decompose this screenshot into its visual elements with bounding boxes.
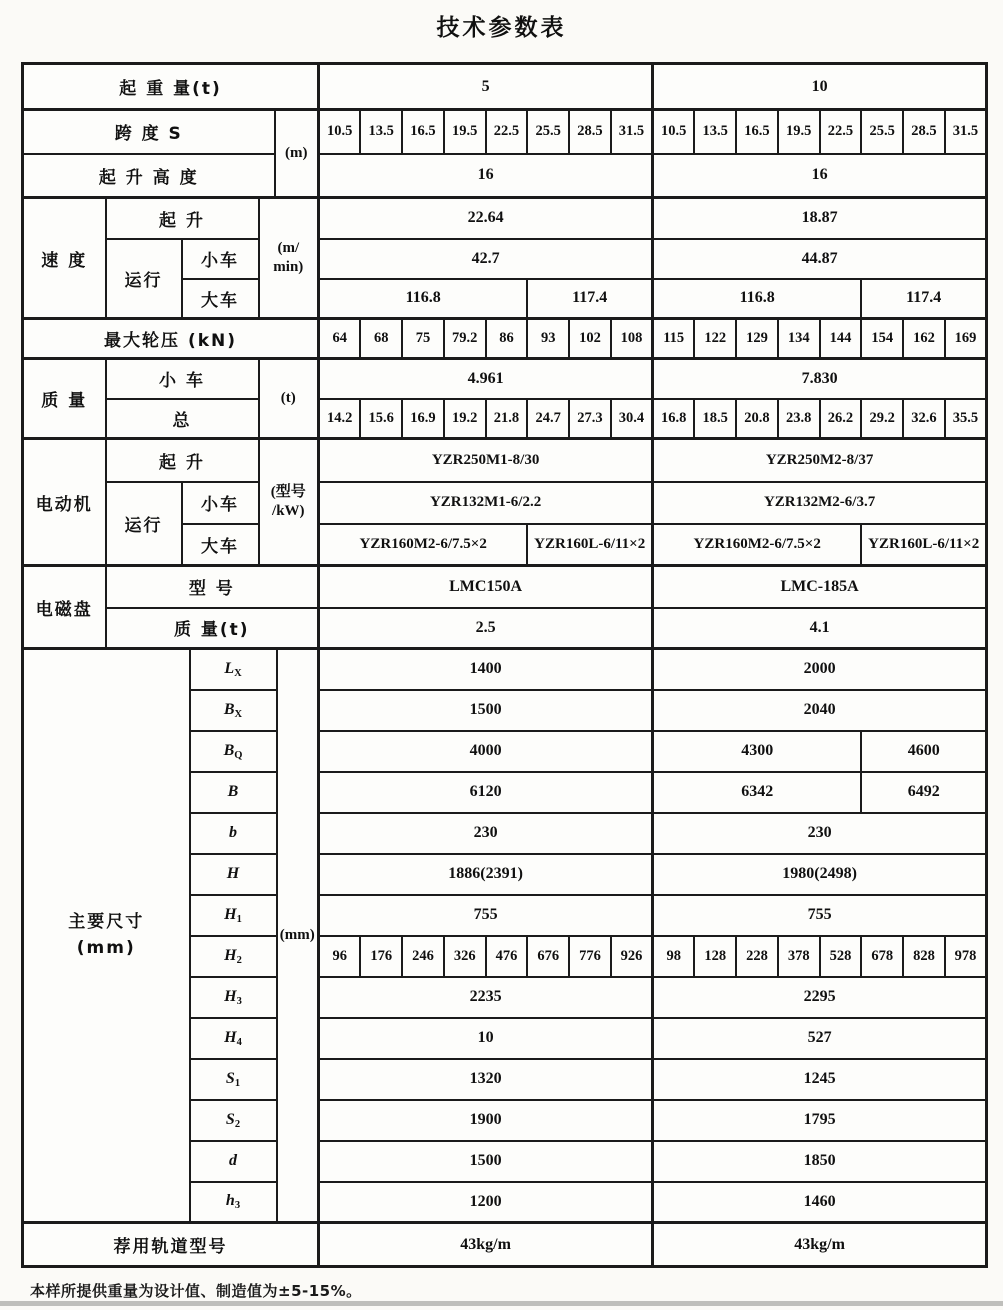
value-cell: 20.8 <box>736 399 778 439</box>
value-cell: 6120 <box>319 772 653 813</box>
row-label-mass-total: 总 <box>106 399 259 439</box>
value-cell: 4000 <box>319 731 653 772</box>
scan-edge-line <box>0 1301 1003 1306</box>
value-cell: YZR250M1-8/30 <box>319 439 653 482</box>
value-cell: 18.5 <box>694 399 736 439</box>
value-cell: 18.87 <box>653 198 987 239</box>
value-cell: 43kg/m <box>653 1223 987 1267</box>
value-cell: 134 <box>778 319 820 359</box>
value-cell: 1245 <box>653 1059 987 1100</box>
value-cell: 86 <box>486 319 528 359</box>
value-cell: 28.5 <box>903 110 945 154</box>
value-cell: 28.5 <box>569 110 611 154</box>
value-cell: LMC150A <box>319 566 653 608</box>
value-cell: 26.2 <box>820 399 862 439</box>
value-cell: 35.5 <box>945 399 987 439</box>
value-cell: 2295 <box>653 977 987 1018</box>
value-cell: 30.4 <box>611 399 653 439</box>
value-cell: 828 <box>903 936 945 977</box>
value-cell: 776 <box>569 936 611 977</box>
value-cell: 1400 <box>319 649 653 690</box>
value-cell: 42.7 <box>319 239 653 279</box>
table-row-wheel-pressure <box>23 319 987 359</box>
value-cell: LMC-185A <box>653 566 987 608</box>
value-cell: 6492 <box>861 772 986 813</box>
value-cell: 378 <box>778 936 820 977</box>
value-cell: 10 <box>653 64 987 110</box>
dim-symbol-cell: $B_X$ <box>190 690 277 731</box>
row-label-travel: 运行 <box>106 239 182 319</box>
unit-cell-mm: (mm) <box>277 649 319 1223</box>
table-row-motor-trolley <box>23 482 987 524</box>
value-cell: YZR132M1-6/2.2 <box>319 482 653 524</box>
value-cell: 19.5 <box>778 110 820 154</box>
unit-line: (型号 <box>270 484 306 501</box>
value-cell: 22.5 <box>820 110 862 154</box>
value-cell: 79.2 <box>444 319 486 359</box>
value-cell: 13.5 <box>694 110 736 154</box>
value-cell: 117.4 <box>861 279 986 319</box>
value-cell: 115 <box>653 319 695 359</box>
value-cell: 4.961 <box>319 359 653 399</box>
value-cell: 16.5 <box>736 110 778 154</box>
dim-symbol-cell: B <box>190 772 277 813</box>
value-cell: 31.5 <box>945 110 987 154</box>
value-cell: 1900 <box>319 1100 653 1141</box>
row-label-speed-hoist: 起 升 <box>106 198 259 239</box>
row-label-wheel-pressure: 最大轮压 (kN) <box>23 319 319 359</box>
value-cell: 2000 <box>653 649 987 690</box>
value-cell: 230 <box>653 813 987 854</box>
unit-line: /kW) <box>272 503 305 519</box>
table-row-dim-lx <box>23 649 987 690</box>
value-cell: 154 <box>861 319 903 359</box>
row-label-lift-height: 起 升 高 度 <box>23 154 275 198</box>
table-row-span <box>23 110 987 154</box>
value-cell: 10 <box>319 1018 653 1059</box>
value-cell: 16 <box>319 154 653 198</box>
value-cell: YZR160M2-6/7.5×2 <box>319 524 528 566</box>
row-label-crane: 大车 <box>182 279 259 319</box>
row-label-travel: 运行 <box>106 482 182 566</box>
value-cell: 476 <box>486 936 528 977</box>
value-cell: 102 <box>569 319 611 359</box>
value-cell: 16 <box>653 154 987 198</box>
value-cell: 755 <box>653 895 987 936</box>
value-cell: 1320 <box>319 1059 653 1100</box>
value-cell: 4600 <box>861 731 986 772</box>
table-row-magnet-mass <box>23 608 987 649</box>
table-row-mass-total <box>23 399 987 439</box>
value-cell: 13.5 <box>360 110 402 154</box>
value-cell: 978 <box>945 936 987 977</box>
unit-cell-m: (m) <box>275 110 319 198</box>
value-cell: 6342 <box>653 772 862 813</box>
value-cell: YZR160L-6/11×2 <box>527 524 652 566</box>
value-cell: 676 <box>527 936 569 977</box>
dim-symbol-cell: $B_Q$ <box>190 731 277 772</box>
value-cell: 326 <box>444 936 486 977</box>
group-label-speed: 速 度 <box>23 198 106 319</box>
dim-symbol-cell: $H_1$ <box>190 895 277 936</box>
dim-symbol-cell: H <box>190 854 277 895</box>
row-label-trolley: 小车 <box>182 482 259 524</box>
value-cell: 10.5 <box>319 110 361 154</box>
table-row-rail <box>23 1223 987 1267</box>
value-cell: 4300 <box>653 731 862 772</box>
row-label-trolley: 小车 <box>182 239 259 279</box>
value-cell: 1980(2498) <box>653 854 987 895</box>
table-row-mass-trolley <box>23 359 987 399</box>
value-cell: 527 <box>653 1018 987 1059</box>
value-cell: 93 <box>527 319 569 359</box>
value-cell: 128 <box>694 936 736 977</box>
unit-cell-m-min <box>259 198 319 319</box>
value-cell: 129 <box>736 319 778 359</box>
value-cell: 75 <box>402 319 444 359</box>
value-cell: 176 <box>360 936 402 977</box>
value-cell: 230 <box>319 813 653 854</box>
value-cell: 122 <box>694 319 736 359</box>
value-cell: 116.8 <box>319 279 528 319</box>
value-cell: 31.5 <box>611 110 653 154</box>
group-label-mass: 质 量 <box>23 359 106 439</box>
value-cell: 2040 <box>653 690 987 731</box>
table-row-capacity <box>23 64 987 110</box>
value-cell: 1200 <box>319 1182 653 1223</box>
value-cell: 25.5 <box>861 110 903 154</box>
value-cell: 755 <box>319 895 653 936</box>
dim-symbol-cell: $H_2$ <box>190 936 277 977</box>
value-cell: 29.2 <box>861 399 903 439</box>
footnote: 本样所提供重量为设计值、制造值为±5-15%。 <box>30 1282 362 1300</box>
value-cell: 16.5 <box>402 110 444 154</box>
dim-symbol-cell: $H_3$ <box>190 977 277 1018</box>
row-label-crane: 大车 <box>182 524 259 566</box>
value-cell: 5 <box>319 64 653 110</box>
value-cell: 1500 <box>319 690 653 731</box>
value-cell: 4.1 <box>653 608 987 649</box>
value-cell: 43kg/m <box>319 1223 653 1267</box>
value-cell: 16.8 <box>653 399 695 439</box>
table-row-motor-hoist <box>23 439 987 482</box>
value-cell: 19.5 <box>444 110 486 154</box>
value-cell: 19.2 <box>444 399 486 439</box>
dim-symbol-cell: $H_4$ <box>190 1018 277 1059</box>
group-label-dimensions <box>23 649 190 1223</box>
group-line: 主要尺寸 <box>68 912 145 932</box>
value-cell: YZR160M2-6/7.5×2 <box>653 524 862 566</box>
value-cell: 96 <box>319 936 361 977</box>
unit-line: min) <box>273 259 304 275</box>
value-cell: 14.2 <box>319 399 361 439</box>
value-cell: 7.830 <box>653 359 987 399</box>
value-cell: 98 <box>653 936 695 977</box>
table-row-speed-trolley <box>23 239 987 279</box>
value-cell: 24.7 <box>527 399 569 439</box>
value-cell: 144 <box>820 319 862 359</box>
value-cell: 678 <box>861 936 903 977</box>
value-cell: 1460 <box>653 1182 987 1223</box>
value-cell: 246 <box>402 936 444 977</box>
row-label-magnet-mass: 质 量(t) <box>106 608 319 649</box>
value-cell: 21.8 <box>486 399 528 439</box>
value-cell: 32.6 <box>903 399 945 439</box>
value-cell: 22.64 <box>319 198 653 239</box>
row-label-span: 跨 度 S <box>23 110 275 154</box>
row-label-magnet-model: 型 号 <box>106 566 319 608</box>
value-cell: 25.5 <box>527 110 569 154</box>
value-cell: 162 <box>903 319 945 359</box>
value-cell: 1795 <box>653 1100 987 1141</box>
group-label-motor: 电动机 <box>23 439 106 566</box>
value-cell: 10.5 <box>653 110 695 154</box>
dim-symbol-cell: d <box>190 1141 277 1182</box>
row-label-motor-hoist: 起 升 <box>106 439 259 482</box>
table-row-magnet-model <box>23 566 987 608</box>
unit-line: (m/ <box>277 240 300 257</box>
unit-cell-model-kw <box>259 439 319 566</box>
dim-symbol-cell: $h_3$ <box>190 1182 277 1223</box>
value-cell: 169 <box>945 319 987 359</box>
value-cell: YZR132M2-6/3.7 <box>653 482 987 524</box>
dim-symbol-cell: $L_X$ <box>190 649 277 690</box>
table-row-speed-hoist <box>23 198 987 239</box>
group-line: (mm) <box>76 937 136 958</box>
value-cell: 23.8 <box>778 399 820 439</box>
dim-symbol-cell: $S_1$ <box>190 1059 277 1100</box>
page-title: 技术参数表 <box>436 15 567 41</box>
value-cell: 1850 <box>653 1141 987 1182</box>
value-cell: 228 <box>736 936 778 977</box>
table-row-lift-height <box>23 154 987 198</box>
value-cell: 2235 <box>319 977 653 1018</box>
dim-symbol-cell: b <box>190 813 277 854</box>
value-cell: 68 <box>360 319 402 359</box>
value-cell: 1500 <box>319 1141 653 1182</box>
value-cell: 22.5 <box>486 110 528 154</box>
value-cell: 2.5 <box>319 608 653 649</box>
unit-cell-t: (t) <box>259 359 319 439</box>
value-cell: 15.6 <box>360 399 402 439</box>
value-cell: 108 <box>611 319 653 359</box>
group-label-magnet: 电磁盘 <box>23 566 106 649</box>
value-cell: 528 <box>820 936 862 977</box>
value-cell: 926 <box>611 936 653 977</box>
value-cell: 64 <box>319 319 361 359</box>
value-cell: YZR250M2-8/37 <box>653 439 987 482</box>
value-cell: 116.8 <box>653 279 862 319</box>
row-label-rail: 荐用轨道型号 <box>23 1223 319 1267</box>
dim-symbol-cell: $S_2$ <box>190 1100 277 1141</box>
row-label-mass-trolley: 小 车 <box>106 359 259 399</box>
row-label-capacity: 起 重 量(t) <box>23 64 319 110</box>
value-cell: 16.9 <box>402 399 444 439</box>
value-cell: YZR160L-6/11×2 <box>861 524 986 566</box>
parameters-table <box>21 62 988 1268</box>
value-cell: 1886(2391) <box>319 854 653 895</box>
value-cell: 44.87 <box>653 239 987 279</box>
value-cell: 27.3 <box>569 399 611 439</box>
value-cell: 117.4 <box>527 279 652 319</box>
